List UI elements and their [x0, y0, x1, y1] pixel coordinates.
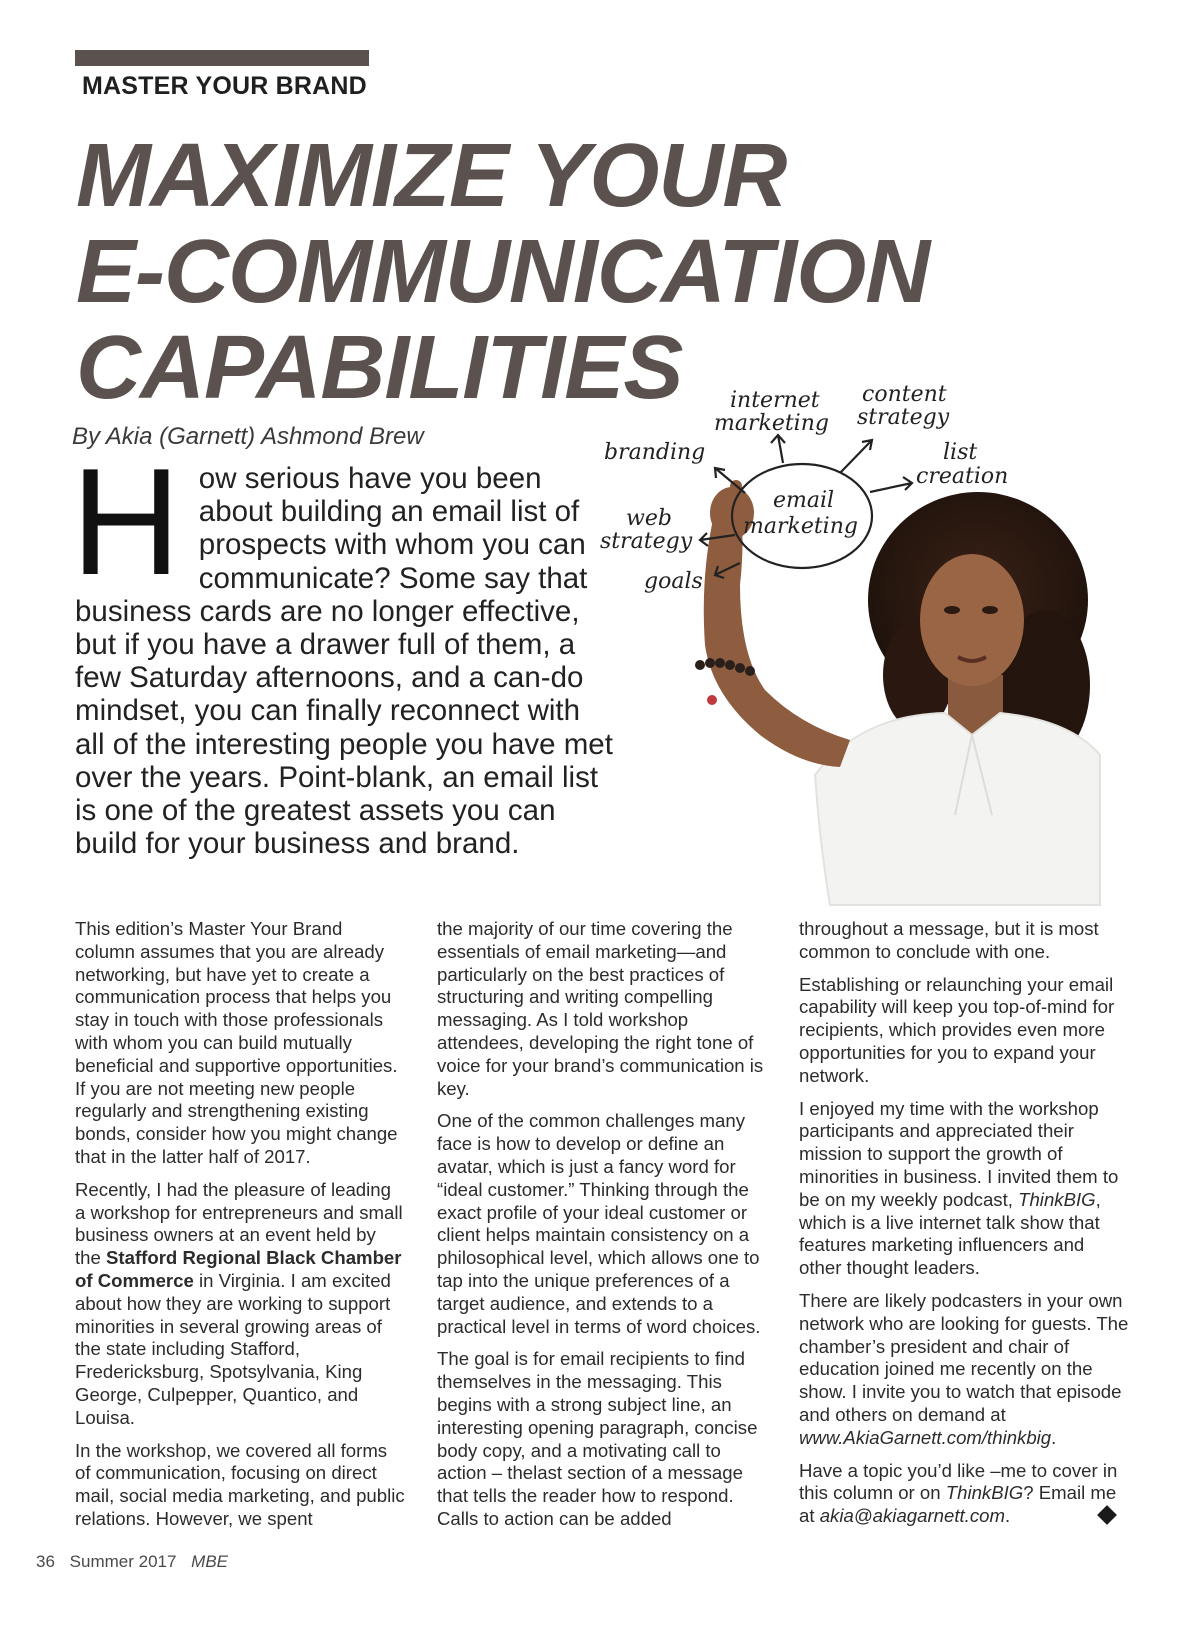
shirt-shape	[815, 713, 1100, 905]
body-paragraph: Establishing or relaunching your email capability will keep you top-of-mind for recipients, which provides even more opportunities for you to expand your network.	[799, 973, 1115, 1086]
diagram-label: content	[862, 382, 947, 407]
headline-line: E-COMMUNICATION	[76, 222, 930, 322]
diagram-label: strategy	[857, 405, 950, 430]
section-rule	[75, 50, 369, 66]
diagram-label: strategy	[600, 529, 693, 554]
body-paragraph: the majority of our time covering the essentials of email marketing—and particularly on the best practices of structuring and writing compelling messaging. As I told workshop attendees, developing the right tone of voice for your brand’s communication is key.	[437, 918, 764, 1099]
headline-line: MAXIMIZE YOUR	[76, 126, 787, 226]
body-column-3	[799, 918, 1129, 1538]
body-text: , which is a live internet talk show that features marketing influencers and other thought leaders.	[799, 1188, 1101, 1279]
author-email: akia@akiagarnett.com	[819, 1505, 1005, 1527]
body-text: ? Email me at	[799, 1482, 1117, 1527]
diagram-label: internet	[730, 388, 820, 413]
lead-text: ow serious have you been about building an email list of prospects with whom you can communicate? Some say that business cards are no longer effective, but if you have a drawer full of them, a few Saturday afternoons, and a can-do mindset, you can finally reconnect with all of the interesting people you have met over the years. Point-blank, an email list is one of the greatest assets you can build for your business and brand.	[75, 462, 613, 861]
arm-shape	[704, 505, 850, 767]
email-marketing-diagram	[600, 382, 1125, 905]
diagram-label: creation	[916, 464, 1009, 489]
body-text: There are likely podcasters in your own network who are looking for guests. The chamber’s president and chair of education joined me recently on the show. I invite you to watch that episode and others on demand at	[799, 1289, 1129, 1425]
diagram-label: branding	[604, 440, 706, 465]
face-shape	[920, 554, 1024, 686]
body-paragraph: throughout a message, but it is most common to conclude with one.	[799, 918, 1099, 962]
body-paragraph: The goal is for email recipients to find themselves in the messaging. This begins with a strong subject line, an interesting opening paragraph, concise body copy, and a motivating call to action – thelast section of a message that tells the reader how to respond. Calls to action can be added	[437, 1348, 758, 1529]
headline-line: CAPABILITIES	[76, 318, 683, 418]
body-text: .	[1004, 1505, 1011, 1527]
arrow-internet	[771, 435, 785, 463]
body-text: I enjoyed my time with the workshop participants and appreciated their mission to support the growth of minorities in business. I invited them to be on my weekly podcast,	[799, 1097, 1119, 1210]
body-paragraph	[799, 1098, 1129, 1280]
body-paragraph	[799, 1290, 1129, 1450]
chamber-name: Stafford Regional Black Chamber of Commerce	[75, 1247, 402, 1291]
body-text: Have a topic you’d like –me to cover in this column or on	[799, 1459, 1118, 1504]
arrow-list	[870, 477, 912, 492]
headline	[76, 128, 929, 416]
author-photo-with-diagram	[600, 382, 1125, 905]
diagram-label: goals	[644, 569, 703, 594]
byline: By Akia (Garnett) Ashmond Brew	[72, 423, 424, 450]
page-number: 36	[36, 1552, 55, 1571]
body-text: Recently, I had the pleasure of leading a workshop for entrepreneurs and small business owners at an event held by the	[75, 1178, 403, 1269]
magazine-name: MBE	[191, 1552, 229, 1571]
lead-paragraph	[71, 437, 615, 861]
section-label: MASTER YOUR BRAND	[82, 72, 367, 100]
body-column-2	[437, 918, 767, 1541]
podcast-url: www.AkiaGarnett.com/thinkbig	[799, 1426, 1052, 1448]
podcast-name: ThinkBIG	[945, 1482, 1024, 1504]
body-paragraph	[75, 1179, 405, 1430]
body-text: in Virginia. I am excited about how they are working to support minorities in several growing areas of the state including Stafford, Fredericksburg, Spotsylvania, King George, Culpepper, Quantico, and Louisa.	[75, 1269, 391, 1428]
podcast-name: ThinkBIG	[1018, 1188, 1096, 1210]
issue-label: Summer 2017	[69, 1552, 177, 1571]
drop-cap: H	[71, 437, 181, 607]
page-footer	[36, 1552, 238, 1572]
diagram-label: list	[943, 440, 978, 465]
diagram-center-label: email	[773, 488, 835, 513]
body-paragraph: This edition’s Master Your Brand column assumes that you are already networking, but have yet to create a communication process that helps you stay in touch with those professionals with whom you can build mutually beneficial and supportive opportunities. If you are not meeting new people regularly and strengthening existing bonds, consider how you might change that in the latter half of 2017.	[75, 918, 398, 1167]
body-paragraph: In the workshop, we covered all forms of communication, focusing on direct mail, social media marketing, and public relations. However, we spent	[75, 1439, 405, 1529]
diagram-center-label: marketing	[743, 514, 858, 539]
diagram-label: web	[626, 506, 672, 531]
body-column-1	[75, 918, 405, 1541]
arrow-content	[840, 440, 872, 473]
body-text: .	[1051, 1426, 1057, 1448]
body-paragraph	[799, 1460, 1129, 1528]
diagram-label: marketing	[714, 411, 829, 436]
body-paragraph: One of the common challenges many face is how to develop or define an avatar, which is just a fancy word for “ideal customer.” Thinking through the exact profile of your ideal customer or client helps maintain consistency on a philosophical level, which allows one to tap into the unique preferences of a target audience, and extends to a practical level in terms of word choices.	[437, 1110, 761, 1337]
